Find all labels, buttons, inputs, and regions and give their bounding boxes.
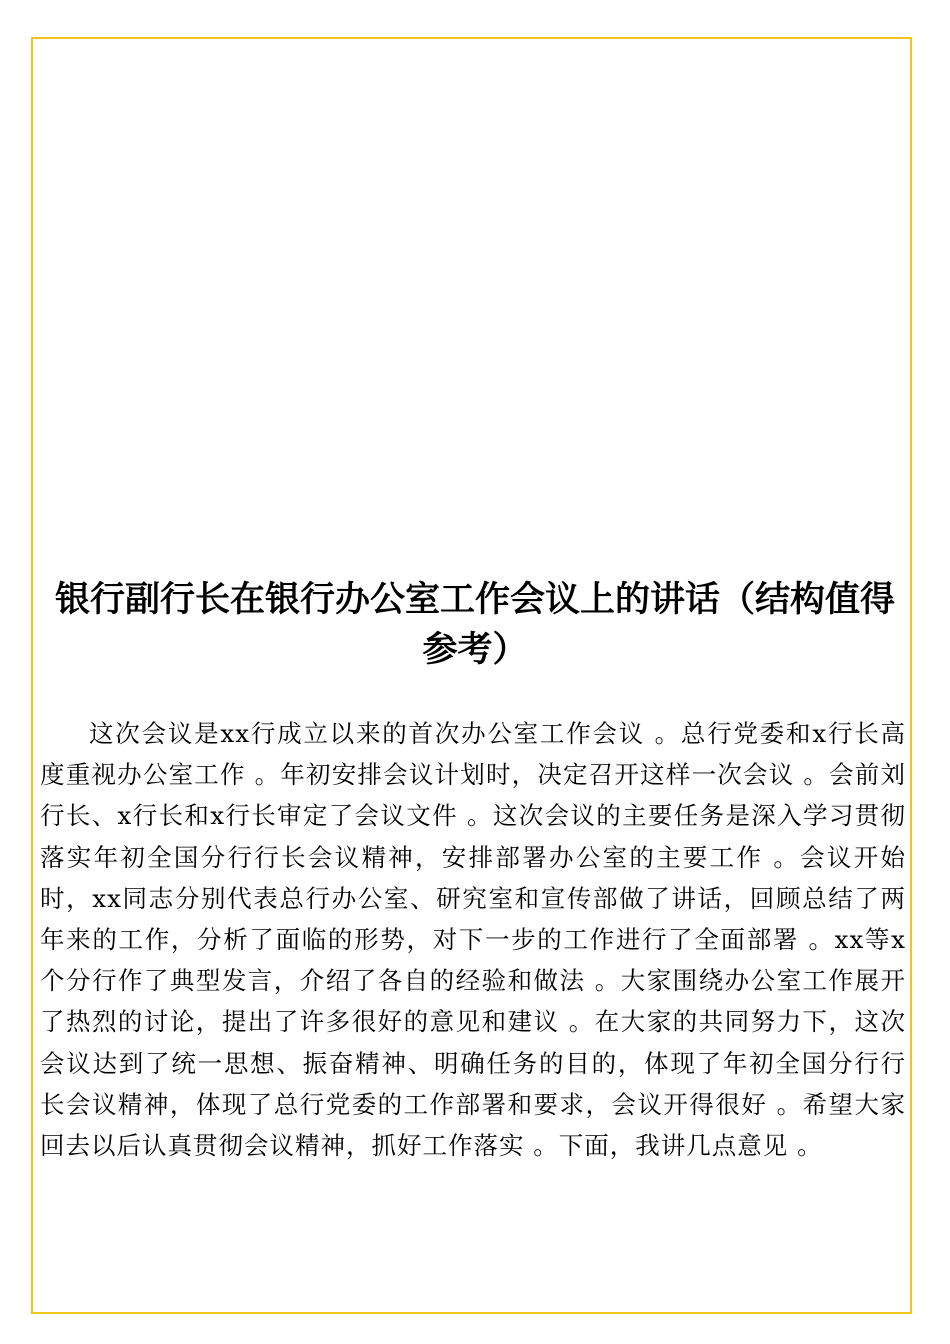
document-body-paragraph: 这次会议是xx行成立以来的首次办公室工作会议 。总行党委和x行长高度重视办公室工作 。年初安排会议计划时，决定召开这样一次会议 。会前刘行长、x行长和x行长审定了会议文件 。这次会议的主要任务是深入学习贯彻落实年初全国分行行长会议精神，安排部署办公室的主要工作 。会议开始时，xx同志分别代表总行办公室、研究室和宣传部做了讲话，回顾总结了两年来的工作，分析了面临的形势，对下一步的工作进行了全面部署 。xx等x个分行作了典型发言，介绍了各自的经验和做法 。大家围绕办公室工作展开了热烈的讨论，提出了许多很好的意见和建议 。在大家的共同努力下，这次会议达到了统一思想、振奋精神、明确任务的目的，体现了年初全国分行行长会议精神，体现了总行党委的工作部署和要求，会议开得很好 。希望大家回去以后认真贯彻会议精神，抓好工作落实 。下面，我讲几点意见 。: [40, 719, 906, 1161]
document-title: 银行副行长在银行办公室工作会议上的讲话（结构值得参考）: [54, 579, 895, 670]
